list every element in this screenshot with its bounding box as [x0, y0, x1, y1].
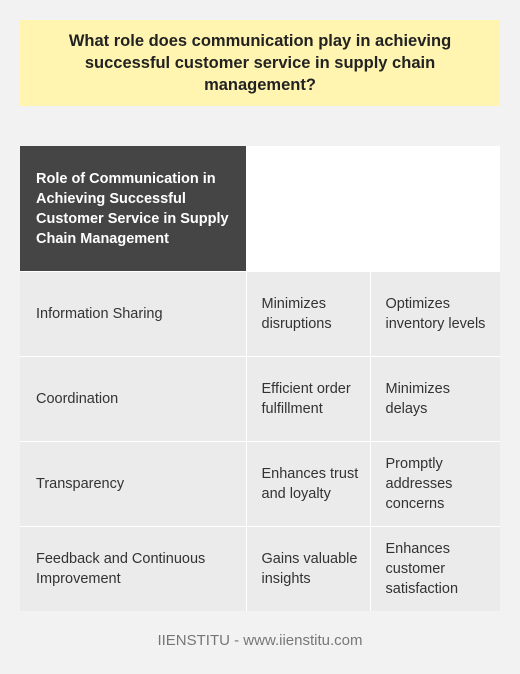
table-row — [20, 356, 500, 441]
benefit-cell: Efficient order fulfillment — [246, 356, 370, 441]
factor-cell: Feedback and Continuous Improvement — [20, 526, 246, 611]
benefit-cell: Minimizes disruptions — [246, 271, 370, 356]
footer-credit: IIENSTITU - www.iienstitu.com — [157, 632, 363, 649]
table-header-row — [20, 146, 500, 271]
factor-cell: Coordination — [20, 356, 246, 441]
outcome-cell: Promptly addresses concerns — [370, 441, 500, 526]
table-header-blank — [246, 146, 500, 271]
factor-cell: Information Sharing — [20, 271, 246, 356]
benefit-cell: Gains valuable insights — [246, 526, 370, 611]
outcome-cell: Optimizes inventory levels — [370, 271, 500, 356]
table-row — [20, 526, 500, 611]
table-row — [20, 271, 500, 356]
communication-table — [20, 146, 500, 611]
outcome-cell: Minimizes delays — [370, 356, 500, 441]
outcome-cell: Enhances customer satisfaction — [370, 526, 500, 611]
factor-cell: Transparency — [20, 441, 246, 526]
table-row — [20, 441, 500, 526]
question-title: What role does communication play in achieving successful customer service in supply chain management? — [68, 32, 452, 94]
benefit-cell: Enhances trust and loyalty — [246, 441, 370, 526]
table-header: Role of Communication in Achieving Successful Customer Service in Supply Chain Management — [20, 146, 246, 271]
question-box — [20, 20, 500, 106]
